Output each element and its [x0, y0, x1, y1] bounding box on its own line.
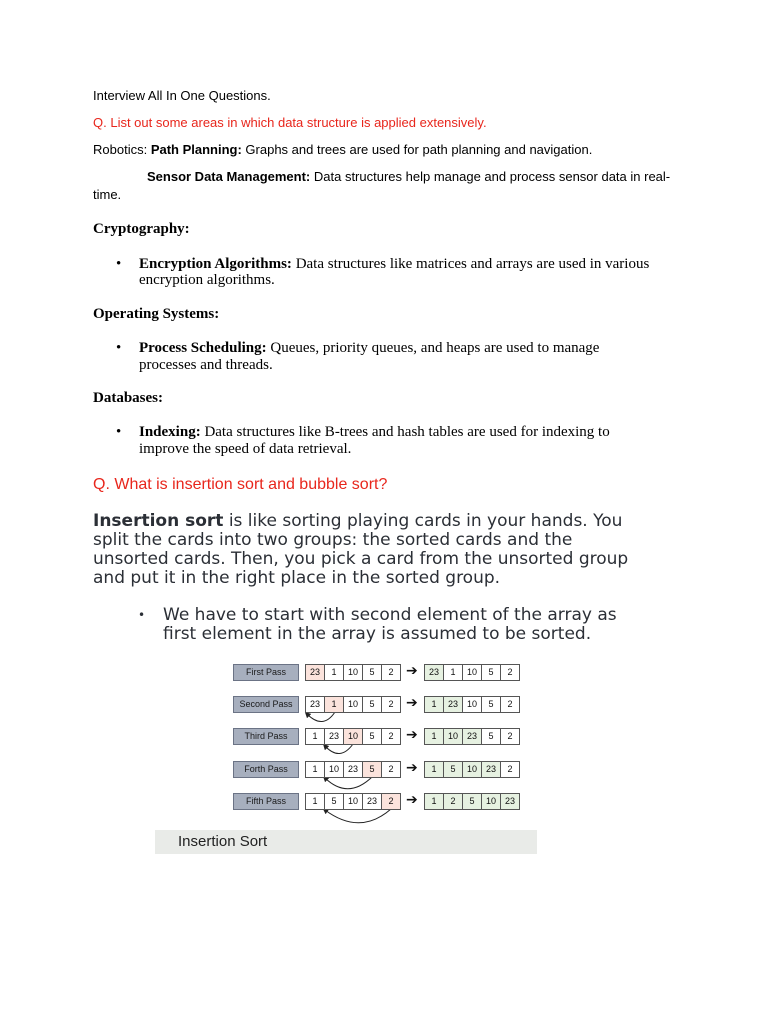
- swap-arc-second: [307, 712, 335, 722]
- process-scheduling-text: Queues, priority queues, and heaps are used to manage: [266, 340, 600, 356]
- indexing-text-continued: improve the speed of data retrieval.: [139, 441, 352, 457]
- cryptography-heading: Cryptography:: [93, 221, 190, 237]
- pass-label: First Pass: [233, 664, 299, 681]
- insertion-bullet-line-2: first element in the array is assumed to be sorted.: [163, 624, 592, 644]
- process-scheduling-bullet: [139, 340, 599, 357]
- array-cell: 2: [381, 728, 401, 745]
- swap-arc-forth: [325, 777, 372, 789]
- encryption-text-continued: encryption algorithms.: [139, 272, 275, 288]
- pass-label: Fifth Pass: [233, 793, 299, 810]
- question-1: Q. List out some areas in which data structure is applied extensively.: [93, 115, 487, 130]
- array-cell: 1: [305, 793, 325, 810]
- array-cell: 10: [462, 664, 482, 681]
- array-cell: 2: [381, 761, 401, 778]
- insertion-bullet: [163, 606, 617, 644]
- array-cell: 10: [462, 696, 482, 713]
- array-cell: 10: [462, 761, 482, 778]
- right-arrow-icon: ➔: [406, 727, 418, 743]
- right-arrow-icon: ➔: [406, 695, 418, 711]
- swap-arc-third: [325, 744, 353, 754]
- array-cell: 2: [381, 696, 401, 713]
- array-cell: 23: [462, 728, 482, 745]
- insertion-line-1: [93, 512, 628, 531]
- document-header: Interview All In One Questions.: [93, 88, 271, 103]
- bullet-dot: •: [116, 340, 122, 356]
- indexing-bullet: [139, 424, 610, 441]
- insertion-sort-figure: [155, 644, 537, 854]
- array-cell: 10: [343, 793, 363, 810]
- sensor-line: [147, 169, 670, 184]
- array-cell: 5: [481, 728, 501, 745]
- array-cell: 23: [362, 793, 382, 810]
- array-cell: 1: [424, 728, 444, 745]
- question-2: Q. What is insertion sort and bubble sort?: [93, 476, 388, 493]
- array-before: [306, 664, 401, 681]
- array-cell: 2: [443, 793, 463, 810]
- operating-systems-heading: Operating Systems:: [93, 306, 220, 322]
- array-cell: 2: [500, 664, 520, 681]
- array-after: [425, 728, 520, 745]
- sensor-data-label: Sensor Data Management:: [147, 169, 311, 184]
- array-cell: 2: [500, 696, 520, 713]
- insertion-bullet-line-1: We have to start with second element of the array as: [163, 605, 617, 625]
- array-cell: 5: [362, 761, 382, 778]
- array-cell: 23: [324, 728, 344, 745]
- array-cell: 23: [500, 793, 520, 810]
- array-cell: 10: [443, 728, 463, 745]
- array-cell: 1: [424, 793, 444, 810]
- array-after: [425, 793, 520, 810]
- array-cell: 5: [462, 793, 482, 810]
- array-cell: 5: [362, 664, 382, 681]
- array-cell: 5: [443, 761, 463, 778]
- array-cell: 23: [305, 696, 325, 713]
- insertion-line-3: unsorted cards. Then, you pick a card from the unsorted group: [93, 549, 629, 569]
- array-before: [306, 793, 401, 810]
- array-cell: 5: [362, 728, 382, 745]
- array-cell: 1: [324, 664, 344, 681]
- array-before: [306, 761, 401, 778]
- array-cell: 5: [362, 696, 382, 713]
- array-cell: 5: [324, 793, 344, 810]
- indexing-label: Indexing:: [139, 424, 201, 440]
- insertion-sort-paragraph: [93, 512, 628, 588]
- insertion-line-2: split the cards into two groups: the sorted cards and the: [93, 530, 573, 550]
- figure-caption-bar: [155, 830, 537, 854]
- array-cell: 2: [381, 664, 401, 681]
- array-before: [306, 696, 401, 713]
- sensor-data-text: Data structures help manage and process sensor data in real-: [310, 169, 671, 184]
- swap-arc-fifth: [325, 809, 391, 823]
- array-cell: 10: [343, 664, 363, 681]
- array-cell: 10: [481, 793, 501, 810]
- right-arrow-icon: ➔: [406, 760, 418, 776]
- array-cell: 5: [481, 696, 501, 713]
- array-cell: 1: [424, 696, 444, 713]
- array-cell: 1: [424, 761, 444, 778]
- right-arrow-icon: ➔: [406, 663, 418, 679]
- insertion-line-1-text: is like sorting playing cards in your hands. You: [223, 511, 623, 531]
- array-after: [425, 696, 520, 713]
- array-cell: 10: [324, 761, 344, 778]
- robotics-line: [93, 142, 592, 157]
- array-cell: 23: [443, 696, 463, 713]
- array-before: [306, 728, 401, 745]
- figure-caption: Insertion Sort: [178, 833, 268, 850]
- array-cell: 1: [305, 761, 325, 778]
- process-scheduling-text-continued: processes and threads.: [139, 357, 273, 373]
- process-scheduling-label: Process Scheduling:: [139, 340, 267, 356]
- array-after: [425, 761, 520, 778]
- path-planning-text: Graphs and trees are used for path planning and navigation.: [241, 142, 593, 157]
- bullet-dot: •: [116, 424, 122, 440]
- array-cell: 1: [443, 664, 463, 681]
- path-planning-label: Path Planning:: [150, 142, 242, 157]
- encryption-label: Encryption Algorithms:: [139, 256, 292, 272]
- insertion-line-4: and put it in the right place in the sorted group.: [93, 568, 501, 588]
- pass-label: Forth Pass: [233, 761, 299, 778]
- array-cell: 2: [500, 728, 520, 745]
- array-cell: 10: [343, 696, 363, 713]
- encryption-bullet: [139, 256, 649, 273]
- databases-heading: Databases:: [93, 390, 163, 406]
- indexing-text: Data structures like B-trees and hash tables are used for indexing to: [200, 424, 610, 440]
- array-cell: 10: [343, 728, 363, 745]
- insertion-sort-term: Insertion sort: [93, 511, 224, 531]
- array-cell: 1: [305, 728, 325, 745]
- array-cell: 2: [500, 761, 520, 778]
- robotics-prefix: Robotics:: [93, 142, 151, 157]
- bullet-dot: •: [138, 608, 146, 622]
- pass-label: Second Pass: [233, 696, 299, 713]
- array-cell: 23: [481, 761, 501, 778]
- pass-label: Third Pass: [233, 728, 299, 745]
- array-cell: 2: [381, 793, 401, 810]
- array-cell: 5: [481, 664, 501, 681]
- array-cell: 23: [424, 664, 444, 681]
- bullet-dot: •: [116, 256, 122, 272]
- sensor-line-continued: time.: [93, 187, 122, 202]
- right-arrow-icon: ➔: [406, 792, 418, 808]
- encryption-text: Data structures like matrices and arrays are used in various: [291, 256, 650, 272]
- array-cell: 23: [305, 664, 325, 681]
- array-cell: 1: [324, 696, 344, 713]
- array-after: [425, 664, 520, 681]
- array-cell: 23: [343, 761, 363, 778]
